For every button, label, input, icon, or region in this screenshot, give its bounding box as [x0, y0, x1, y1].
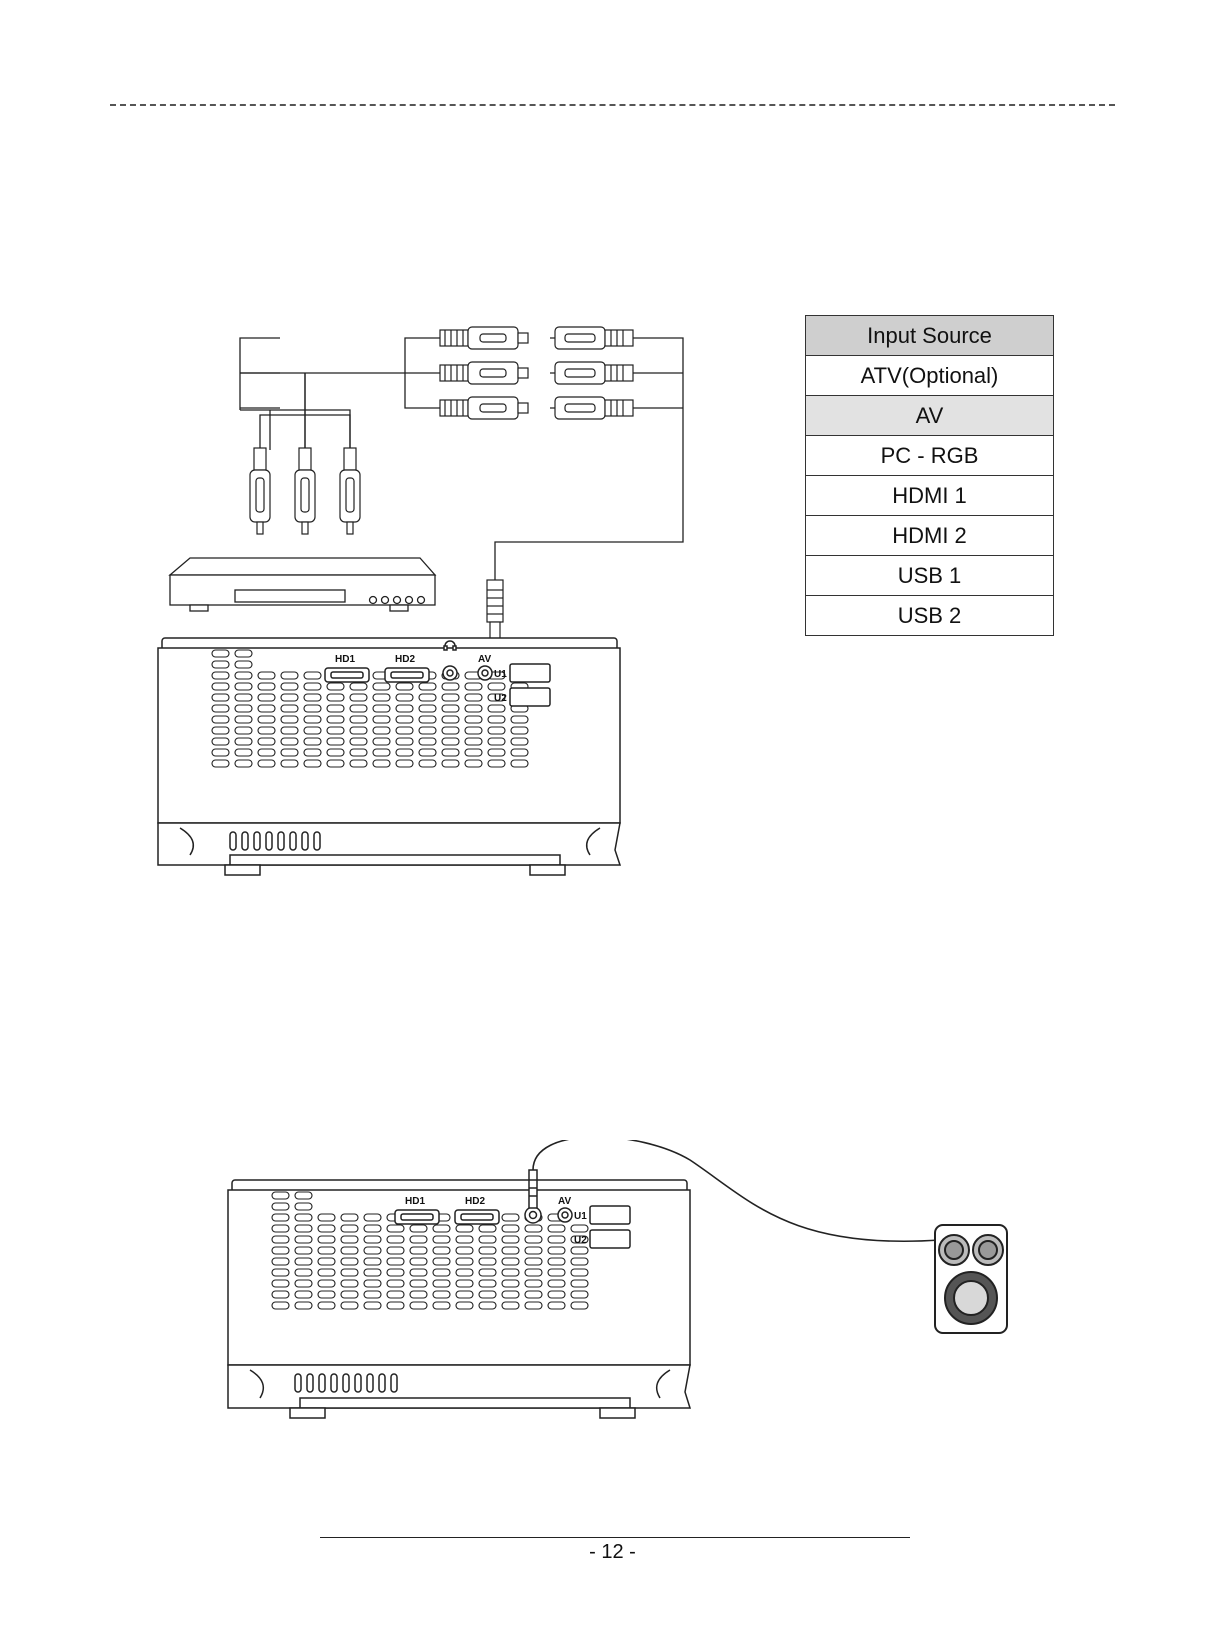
vent-slot: [410, 1236, 427, 1243]
vent-slot: [212, 694, 229, 701]
vent-slot: [456, 1269, 473, 1276]
vent-slot: [373, 727, 390, 734]
vent-slot: [442, 749, 459, 756]
vent-slot: [212, 738, 229, 745]
vent-slot: [327, 760, 344, 767]
vent-slot: [442, 683, 459, 690]
vent-slot: [318, 1258, 335, 1265]
vent-slot: [373, 749, 390, 756]
port-label-hd1-bottom: HD1: [405, 1196, 426, 1207]
vent-slot: [571, 1291, 588, 1298]
vent-slot: [419, 694, 436, 701]
vent-slot: [373, 760, 390, 767]
vent-slot: [341, 1269, 358, 1276]
vent-slot: [511, 716, 528, 723]
port-label-u2: U2: [494, 693, 507, 704]
vent-slot: [387, 1225, 404, 1232]
vent-slot: [295, 1203, 312, 1210]
vent-slot: [350, 760, 367, 767]
vent-slot: [304, 705, 321, 712]
port-label-hd1: HD1: [335, 654, 356, 665]
vent-slot: [295, 1269, 312, 1276]
vent-slot: [235, 672, 252, 679]
vent-slot: [258, 738, 275, 745]
vent-slot: [525, 1302, 542, 1309]
vent-slot: [387, 1302, 404, 1309]
vent-slot: [341, 1247, 358, 1254]
vent-slot: [304, 683, 321, 690]
port-label-hd2-bottom: HD2: [465, 1196, 486, 1207]
vent-slot: [456, 1247, 473, 1254]
vent-slot: [304, 672, 321, 679]
vent-slot: [373, 738, 390, 745]
vent-slot: [272, 1225, 289, 1232]
vent-slot: [488, 749, 505, 756]
vent-slot: [525, 1280, 542, 1287]
vent-slot: [295, 1302, 312, 1309]
vent-slot: [502, 1247, 519, 1254]
vent-slot: [511, 760, 528, 767]
table-header-input-source: Input Source: [806, 316, 1054, 356]
vent-slot: [419, 683, 436, 690]
vent-slot: [281, 727, 298, 734]
vent-slot: [272, 1192, 289, 1199]
vent-slot: [488, 705, 505, 712]
input-source-table: [805, 315, 1054, 636]
vent-slot: [364, 1214, 381, 1221]
vent-slot: [212, 683, 229, 690]
vent-slot: [212, 749, 229, 756]
vent-slot: [548, 1225, 565, 1232]
vent-slot: [396, 683, 413, 690]
vent-slot: [433, 1225, 450, 1232]
vent-slot: [488, 683, 505, 690]
vent-slot: [465, 727, 482, 734]
vent-slot: [350, 738, 367, 745]
vent-slot: [295, 1247, 312, 1254]
vent-slot: [410, 1258, 427, 1265]
vent-slot: [465, 749, 482, 756]
vent-slot: [465, 694, 482, 701]
vent-slot: [456, 1258, 473, 1265]
vent-slot: [364, 1280, 381, 1287]
vent-slot: [419, 738, 436, 745]
vent-slot: [373, 705, 390, 712]
vent-slot: [318, 1269, 335, 1276]
vent-slot: [272, 1291, 289, 1298]
vent-slot: [281, 683, 298, 690]
vent-slot: [396, 694, 413, 701]
vent-slot: [318, 1280, 335, 1287]
vent-slot: [502, 1236, 519, 1243]
vent-slot: [212, 661, 229, 668]
vent-slot: [548, 1258, 565, 1265]
footer-rule: [320, 1537, 910, 1538]
vent-slot: [304, 760, 321, 767]
vent-slot: [327, 683, 344, 690]
vent-slot: [410, 1291, 427, 1298]
vent-slot: [341, 1236, 358, 1243]
vent-slot: [364, 1247, 381, 1254]
vent-slot: [396, 705, 413, 712]
port-label-u2-bottom: U2: [574, 1235, 587, 1246]
vent-slot: [350, 716, 367, 723]
vent-slot: [295, 1280, 312, 1287]
source-row-usb1: USB 1: [806, 556, 1054, 596]
vent-slot: [327, 705, 344, 712]
vent-slot: [396, 727, 413, 734]
vent-slot: [511, 738, 528, 745]
speaker-connection-diagram: [220, 1140, 1020, 1440]
vent-slot: [396, 760, 413, 767]
vent-slot: [373, 683, 390, 690]
vent-slot: [465, 716, 482, 723]
vent-slot: [212, 672, 229, 679]
vent-slot: [419, 749, 436, 756]
vent-slot: [295, 1258, 312, 1265]
vent-slot: [433, 1236, 450, 1243]
vent-slot: [364, 1258, 381, 1265]
vent-slot: [304, 749, 321, 756]
vent-slot: [433, 1291, 450, 1298]
vent-slot: [272, 1203, 289, 1210]
vent-slot: [511, 727, 528, 734]
port-label-av: AV: [478, 654, 492, 665]
dvd-player-device: [170, 558, 435, 611]
vent-slot: [364, 1302, 381, 1309]
vent-slot: [350, 749, 367, 756]
vent-slot: [479, 1247, 496, 1254]
vent-slot: [479, 1236, 496, 1243]
vent-slot: [396, 749, 413, 756]
vent-slot: [511, 749, 528, 756]
vent-slot: [318, 1225, 335, 1232]
vent-slot: [410, 1302, 427, 1309]
vent-slot: [502, 1302, 519, 1309]
source-row-av: AV: [806, 396, 1054, 436]
vent-slot: [488, 727, 505, 734]
vent-slot: [318, 1291, 335, 1298]
vent-slot: [502, 1214, 519, 1221]
vent-slot: [488, 738, 505, 745]
source-row-hdmi2: HDMI 2: [806, 516, 1054, 556]
port-label-u1-bottom: U1: [574, 1211, 587, 1222]
vent-slot: [304, 694, 321, 701]
vent-slot: [456, 1236, 473, 1243]
vent-slot: [502, 1291, 519, 1298]
vent-slot: [235, 694, 252, 701]
vent-slot: [235, 716, 252, 723]
vent-slot: [456, 1280, 473, 1287]
vent-slot: [502, 1280, 519, 1287]
vent-slot: [396, 716, 413, 723]
vent-slot: [548, 1280, 565, 1287]
vent-slot: [479, 1302, 496, 1309]
vent-slot: [502, 1225, 519, 1232]
vent-slot: [548, 1247, 565, 1254]
port-label-av-bottom: AV: [558, 1196, 572, 1207]
vent-slot: [488, 760, 505, 767]
vent-slot: [235, 749, 252, 756]
vent-slot: [387, 1280, 404, 1287]
vent-slot: [433, 1302, 450, 1309]
vent-slot: [318, 1302, 335, 1309]
vent-slot: [571, 1280, 588, 1287]
vent-slot: [272, 1269, 289, 1276]
vent-slot: [410, 1225, 427, 1232]
vent-slot: [433, 1258, 450, 1265]
vent-slot: [548, 1291, 565, 1298]
vent-slot: [258, 716, 275, 723]
vent-slot: [212, 716, 229, 723]
vent-slot: [318, 1247, 335, 1254]
rca-plugs-vertical: [250, 448, 360, 534]
vent-slot: [295, 1236, 312, 1243]
vent-slot: [571, 1247, 588, 1254]
source-row-atv: ATV(Optional): [806, 356, 1054, 396]
vent-slot: [456, 1302, 473, 1309]
rca-plugs-left-group: [440, 327, 528, 419]
vent-slot: [318, 1236, 335, 1243]
vent-slot: [341, 1280, 358, 1287]
vent-slot: [258, 760, 275, 767]
vent-slot: [373, 716, 390, 723]
vent-slot: [341, 1225, 358, 1232]
vent-slot: [465, 738, 482, 745]
vent-slot: [364, 1236, 381, 1243]
vent-slot: [258, 727, 275, 734]
vent-slot: [488, 716, 505, 723]
rca-sockets-right-group: [555, 327, 633, 419]
vent-slot: [502, 1258, 519, 1265]
vent-slot: [341, 1291, 358, 1298]
vent-slot: [571, 1225, 588, 1232]
vent-slot: [295, 1291, 312, 1298]
vent-slot: [442, 727, 459, 734]
vent-slot: [419, 760, 436, 767]
vent-slot: [272, 1236, 289, 1243]
vent-slot: [479, 1225, 496, 1232]
vent-slot: [258, 705, 275, 712]
vent-slot: [442, 738, 459, 745]
av-jack-plug: [487, 580, 503, 642]
vent-slot: [281, 738, 298, 745]
vent-slot: [258, 683, 275, 690]
vent-slot: [442, 694, 459, 701]
vent-slot: [318, 1214, 335, 1221]
vent-slot: [419, 705, 436, 712]
vent-slot: [525, 1258, 542, 1265]
vent-slot: [387, 1247, 404, 1254]
port-label-u1: U1: [494, 669, 507, 680]
vent-slot: [295, 1214, 312, 1221]
av-connection-diagram: [150, 310, 710, 900]
vent-slot: [548, 1236, 565, 1243]
vent-slot: [479, 1269, 496, 1276]
source-row-pc-rgb: PC - RGB: [806, 436, 1054, 476]
vent-slot: [327, 749, 344, 756]
vent-slot: [341, 1214, 358, 1221]
vent-slot: [479, 1280, 496, 1287]
vent-slot: [295, 1192, 312, 1199]
vent-slot: [364, 1291, 381, 1298]
vent-slot: [258, 749, 275, 756]
vent-slot: [373, 694, 390, 701]
vent-slot: [548, 1302, 565, 1309]
vent-slot: [433, 1280, 450, 1287]
vent-slot: [525, 1269, 542, 1276]
vent-slot: [281, 716, 298, 723]
vent-slot: [235, 705, 252, 712]
vent-slot: [456, 1225, 473, 1232]
vent-slot: [410, 1247, 427, 1254]
vent-slot: [304, 738, 321, 745]
vent-slot: [387, 1258, 404, 1265]
vent-slot: [235, 727, 252, 734]
port-label-hd2: HD2: [395, 654, 416, 665]
vent-slot: [465, 760, 482, 767]
vent-slot: [364, 1269, 381, 1276]
vent-slot: [235, 661, 252, 668]
vent-slot: [387, 1269, 404, 1276]
vent-slot: [281, 749, 298, 756]
vent-slot: [304, 727, 321, 734]
vent-slot: [341, 1302, 358, 1309]
vent-slot: [479, 1291, 496, 1298]
vent-slot: [419, 727, 436, 734]
vent-slot: [295, 1225, 312, 1232]
vent-slot: [272, 1302, 289, 1309]
vent-slot: [281, 705, 298, 712]
source-row-hdmi1: HDMI 1: [806, 476, 1054, 516]
vent-slot: [272, 1258, 289, 1265]
source-row-usb2: USB 2: [806, 596, 1054, 636]
vent-slot: [281, 694, 298, 701]
vent-slot: [525, 1247, 542, 1254]
vent-slot: [502, 1269, 519, 1276]
vent-slot: [304, 716, 321, 723]
vent-slot: [571, 1258, 588, 1265]
vent-slot: [327, 738, 344, 745]
vent-slot: [350, 683, 367, 690]
vent-slot: [525, 1225, 542, 1232]
vent-slot: [327, 727, 344, 734]
vent-slot: [350, 727, 367, 734]
vent-slot: [212, 650, 229, 657]
header-dashed-rule: [110, 104, 1115, 106]
vent-slot: [419, 716, 436, 723]
vent-slot: [525, 1236, 542, 1243]
vent-slot: [272, 1214, 289, 1221]
vent-slot: [258, 672, 275, 679]
vent-slot: [465, 705, 482, 712]
vent-slot: [571, 1302, 588, 1309]
vent-slot: [442, 716, 459, 723]
vent-slot: [410, 1280, 427, 1287]
vent-slot: [350, 694, 367, 701]
vent-slot: [571, 1269, 588, 1276]
vent-slot: [387, 1236, 404, 1243]
vent-slot: [258, 694, 275, 701]
speaker: [935, 1225, 1007, 1333]
vent-slot: [341, 1258, 358, 1265]
vent-slot: [212, 705, 229, 712]
page-number: - 12 -: [589, 1541, 636, 1563]
vent-slot: [350, 705, 367, 712]
vent-slot: [442, 705, 459, 712]
vent-slot: [281, 760, 298, 767]
vent-slot: [433, 1269, 450, 1276]
vent-slot: [235, 650, 252, 657]
vent-slot: [479, 1258, 496, 1265]
vent-slot: [272, 1280, 289, 1287]
vent-slot: [235, 760, 252, 767]
vent-slot: [387, 1291, 404, 1298]
vent-slot: [410, 1269, 427, 1276]
vent-slot: [433, 1247, 450, 1254]
vent-slot: [548, 1269, 565, 1276]
vent-slot: [212, 760, 229, 767]
vent-slot: [272, 1247, 289, 1254]
vent-slot: [327, 716, 344, 723]
vent-slot: [235, 738, 252, 745]
vent-slot: [442, 760, 459, 767]
vent-slot: [212, 727, 229, 734]
vent-slot: [456, 1291, 473, 1298]
vent-slot: [525, 1291, 542, 1298]
vent-slot: [281, 672, 298, 679]
vent-slot: [235, 683, 252, 690]
vent-slot: [364, 1225, 381, 1232]
vent-slot: [327, 694, 344, 701]
vent-slot: [396, 738, 413, 745]
vent-slot: [465, 683, 482, 690]
